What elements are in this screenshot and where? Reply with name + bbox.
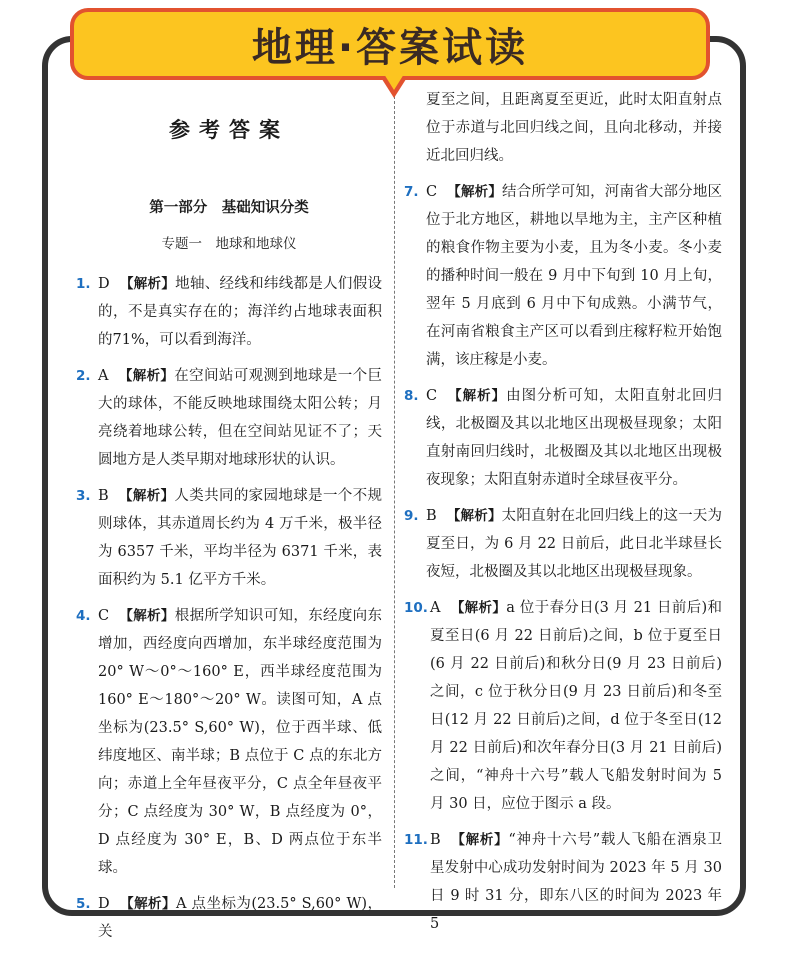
item-body — [98, 362, 382, 474]
item-text: 地轴、经线和纬线都是人们假设的，不是真实存在的；海洋约占地球表面积的71%，可以看到海洋。 — [98, 276, 383, 348]
section-title: 参考答案 — [169, 118, 289, 142]
item-answer: C — [98, 608, 110, 624]
item-answer: B — [430, 832, 441, 848]
item-text: 人类共同的家园地球是一个不规则球体，其赤道周长约为 4 万千米，极半径为 6357 千米，平均半径为 6371 千米，表面积约为 5.1 亿平方千米。 — [98, 488, 383, 588]
item-answer: D — [98, 276, 110, 292]
item-number: 2. — [76, 368, 91, 384]
item-body — [426, 502, 722, 586]
analysis-tag: 【解析】 — [450, 832, 509, 848]
answer-item-10 — [404, 594, 722, 818]
answer-item-3 — [76, 482, 382, 594]
answer-list-left — [76, 270, 382, 946]
item-text: 结合所学可知，河南省大部分地区位于北方地区，耕地以旱地为主，主产区种植的粮食作物主要为小麦，且为冬小麦。冬小麦的播种时间一般在 9 月中下旬到 10 月上旬，翌年 5 月底到 6 月中下旬成熟。小满节气，在河南省粮食主产区可以看到庄稼籽粒开始饱满，该庄稼是小麦。 — [426, 184, 723, 368]
analysis-tag: 【解析】 — [446, 508, 502, 524]
analysis-tag: 【解析】 — [447, 388, 507, 404]
analysis-tag: 【解析】 — [447, 184, 503, 200]
banner-pointer-fill — [384, 74, 404, 90]
item-text: A 点坐标为(23.5° S,60° W)，关 — [98, 896, 383, 940]
item-text: a 位于春分日(3 月 21 日前后)和夏至日(6 月 22 日前后)之间，b 位于夏至日(6 月 22 日前后)和秋分日(9 月 23 日前后)之间，c 位于秋分日(9 月 23 日前后)和冬至日(12 月 22 日前后)之间，d 位于冬至日(12 月 22 日前后)和次年春分日(3 月 21 日前后)之间，“神舟十六号”载人飞船发射时间为 5 月 30 日，应位于图示 a 段。 — [430, 600, 723, 812]
item-number: 4. — [76, 608, 91, 624]
item-number: 7. — [404, 184, 419, 200]
item-answer: A — [98, 368, 109, 384]
item-body — [430, 594, 722, 818]
item-body — [426, 382, 722, 494]
item-number: 5. — [76, 896, 91, 912]
left-column — [76, 86, 382, 954]
item-answer: D — [98, 896, 110, 912]
item-body — [98, 890, 382, 946]
item-answer: B — [426, 508, 437, 524]
answer-item-1 — [76, 270, 382, 354]
analysis-tag: 【解析】 — [119, 276, 176, 292]
part-title: 第一部分 基础知识分类 — [149, 200, 309, 216]
item-number: 9. — [404, 508, 419, 524]
banner-title: 地理·答案试读 — [251, 24, 529, 71]
analysis-tag: 【解析】 — [118, 368, 175, 384]
item-body — [98, 482, 382, 594]
column-divider — [394, 86, 395, 888]
topic-title: 专题一 地球和地球仪 — [161, 236, 297, 252]
item-text: 根据所学知识可知，东经度向东增加，西经度向西增加，东半球经度范围为 20° W～0°～160° E，西半球经度范围为 160° E～180°～20° W。读图可知，A 点坐标为(23.5° S,60° W)，位于西半球、低纬度地区、南半球；B 点位于 C 点的东北方向；赤道上全年昼夜平分，C 点全年昼夜平分；C 点经度为 30° W，B 点经度为 0°，D 点经度为 30° E，B、D 两点位于东半球。 — [98, 608, 383, 876]
continued-text: 夏至之间，且距离夏至更近，此时太阳直射点位于赤道与北回归线之间，且向北移动，并接近北回归线。 — [426, 92, 722, 164]
right-column — [404, 86, 722, 946]
item-body — [98, 270, 382, 354]
analysis-tag: 【解析】 — [119, 896, 176, 912]
answer-item-4 — [76, 602, 382, 882]
answer-item-8 — [404, 382, 722, 494]
answer-item-2 — [76, 362, 382, 474]
analysis-tag: 【解析】 — [119, 608, 175, 624]
item-number: 8. — [404, 388, 419, 404]
item-number: 11. — [404, 832, 428, 848]
item-answer: C — [426, 184, 438, 200]
item-number: 1. — [76, 276, 91, 292]
item-text: 太阳直射在北回归线上的这一天为夏至日，为 6 月 22 日前后，此日北半球昼长夜短，北极圈及其以北地区出现极昼现象。 — [426, 508, 723, 580]
analysis-tag: 【解析】 — [118, 488, 175, 504]
item-text: “神舟十六号”载人飞船在酒泉卫星发射中心成功发射时间为 2023 年 5 月 30 日 9 时 31 分，即东八区的时间为 2023 年 5 — [430, 832, 723, 932]
banner — [70, 8, 710, 80]
item-body — [426, 178, 722, 374]
item-text: 在空间站可观测到地球是一个巨大的球体，不能反映地球围绕太阳公转；月亮绕着地球公转，但在空间站见证不了；天圆地方是人类早期对地球形状的认识。 — [98, 368, 383, 468]
answer-item-11 — [404, 826, 722, 938]
item-body — [430, 826, 722, 938]
item-answer: B — [98, 488, 109, 504]
item-answer: A — [430, 600, 441, 616]
item-text: 由图分析可知，太阳直射北回归线，北极圈及其以北地区出现极昼现象；太阳直射南回归线时，北极圈及其以北地区出现极夜现象；太阳直射赤道时全球昼夜平分。 — [426, 388, 723, 488]
item-number: 3. — [76, 488, 91, 504]
item-number: 10. — [404, 600, 428, 616]
answer-item-7 — [404, 178, 722, 374]
analysis-tag: 【解析】 — [450, 600, 507, 616]
answer-item-5 — [76, 890, 382, 946]
answer-item-9 — [404, 502, 722, 586]
item-answer: C — [426, 388, 438, 404]
item-body — [98, 602, 382, 882]
